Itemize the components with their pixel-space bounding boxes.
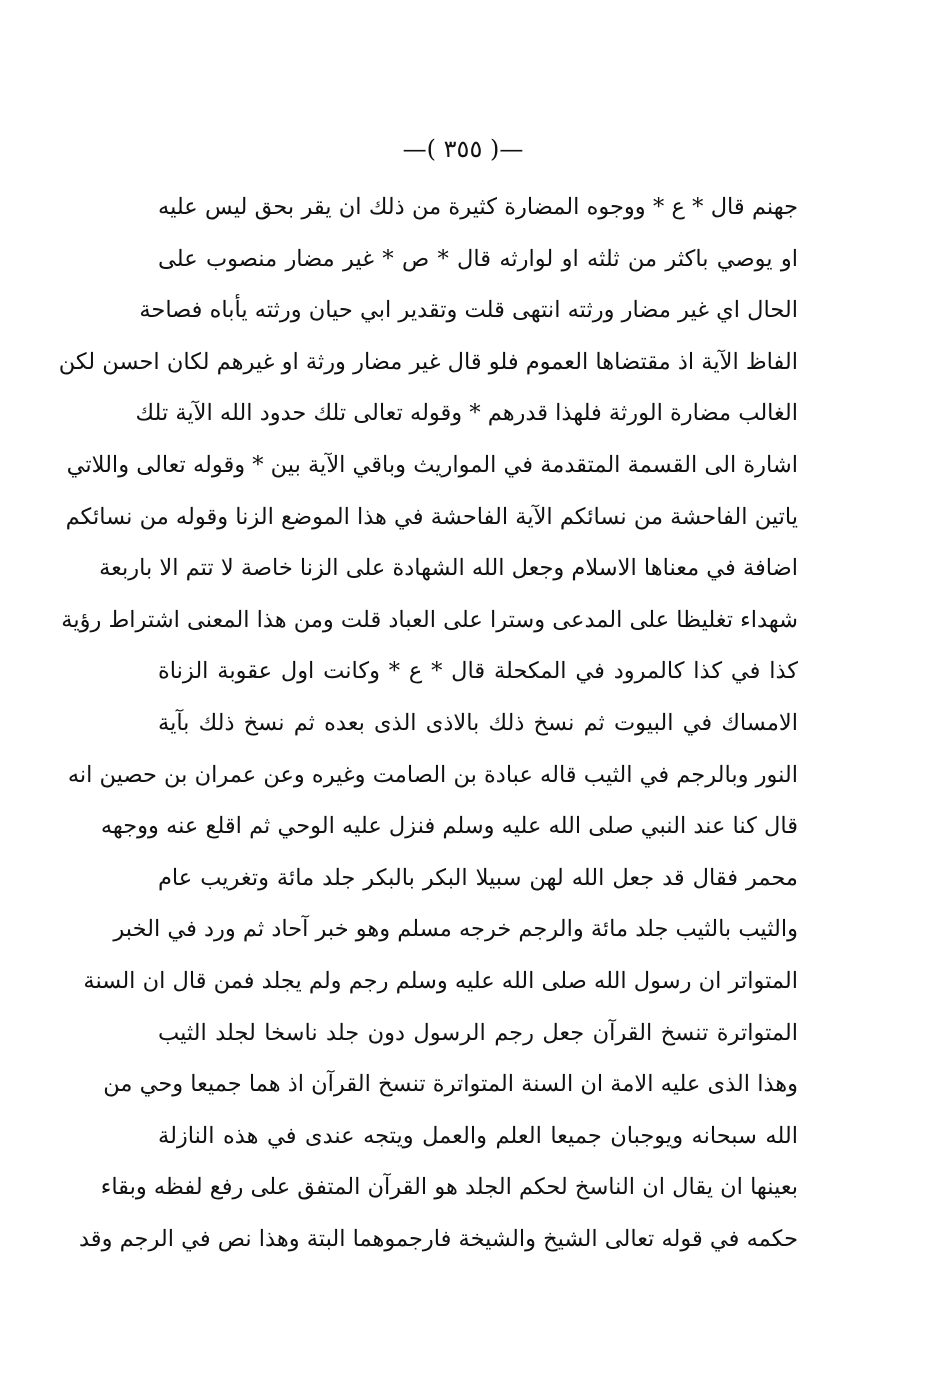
text-line: الحال اي غير مضار ورثته انتهى قلت وتقدير ابي حيان ورثته يأباه فصاحة	[139, 297, 798, 324]
text-line: الغالب مضارة الورثة فلهذا قدرهم * وقوله تعالى تلك حدود الله الآية تلك	[135, 400, 798, 427]
text-line: اضافة في معناها الاسلام وجعل الله الشهادة على الزنا خاصة لا تتم الا باربعة	[99, 555, 798, 582]
text-line: وهذا الذى عليه الامة ان السنة المتواترة تنسخ القرآن اذ هما جميعا وحي من	[103, 1071, 798, 1098]
text-line: او يوصي باكثر من ثلثه او لوارثه قال * ص * غير مضار منصوب على	[158, 245, 798, 272]
text-line: محمر فقال قد جعل الله لهن سبيلا البكر بالبكر جلد مائة وتغريب عام	[158, 864, 798, 891]
text-line: الله سبحانه ويوجبان جميعا العلم والعمل ويتجه عندى في هذه النازلة	[158, 1122, 798, 1149]
text-line: حكمه في قوله تعالى الشيخ والشيخة فارجموهما البتة وهذا نص في الرجم وقد	[79, 1225, 798, 1252]
page-number: —( ٣٥٥ )—	[402, 135, 524, 163]
text-line: شهداء تغليظا على المدعى وسترا على العباد قلت ومن هذا المعنى اشتراط رؤية	[61, 606, 798, 633]
text-line: جهنم قال * ع * ووجوه المضارة كثيرة من ذلك ان يقر بحق ليس عليه	[158, 194, 798, 220]
text-line: الامساك في البيوت ثم نسخ ذلك بالاذى الذى بعده ثم نسخ ذلك بآية	[158, 709, 798, 736]
text-line: بعينها ان يقال ان الناسخ لحكم الجلد هو القرآن المتفق على رفع لفظه وبقاء	[100, 1174, 798, 1201]
text-line: النور وبالرجم في الثيب قاله عبادة بن الصامت وغيره وعن عمران بن حصين انه	[67, 761, 798, 788]
text-line: الفاظ الآية اذ مقتضاها العموم فلو قال غير مضار ورثة او غيرهم لكان احسن لكن	[58, 348, 798, 375]
text-line: ياتين الفاحشة من نسائكم الآية الفاحشة في هذا الموضع الزنا وقوله من نسائكم	[65, 503, 798, 530]
body-text	[58, 182, 798, 1265]
text-line: المتواترة تنسخ القرآن جعل رجم الرسول دون جلد ناسخا لجلد الثيب	[158, 1019, 798, 1046]
text-line: اشارة الى القسمة المتقدمة في المواريث وباقي الآية بين * وقوله تعالى واللاتي	[66, 451, 798, 478]
text-line: والثيب بالثيب جلد مائة والرجم خرجه مسلم وهو خبر آحاد ثم ورد في الخبر	[113, 916, 798, 943]
text-line: المتواتر ان رسول الله صلى الله عليه وسلم رجم ولم يجلد فمن قال ان السنة	[83, 967, 798, 994]
text-line: كذا في كذا كالمرود في المكحلة قال * ع * وكانت اول عقوبة الزناة	[158, 658, 798, 685]
text-line: قال كنا عند النبي صلى الله عليه وسلم فنزل عليه الوحي ثم اقلع عنه ووجهه	[100, 813, 798, 840]
